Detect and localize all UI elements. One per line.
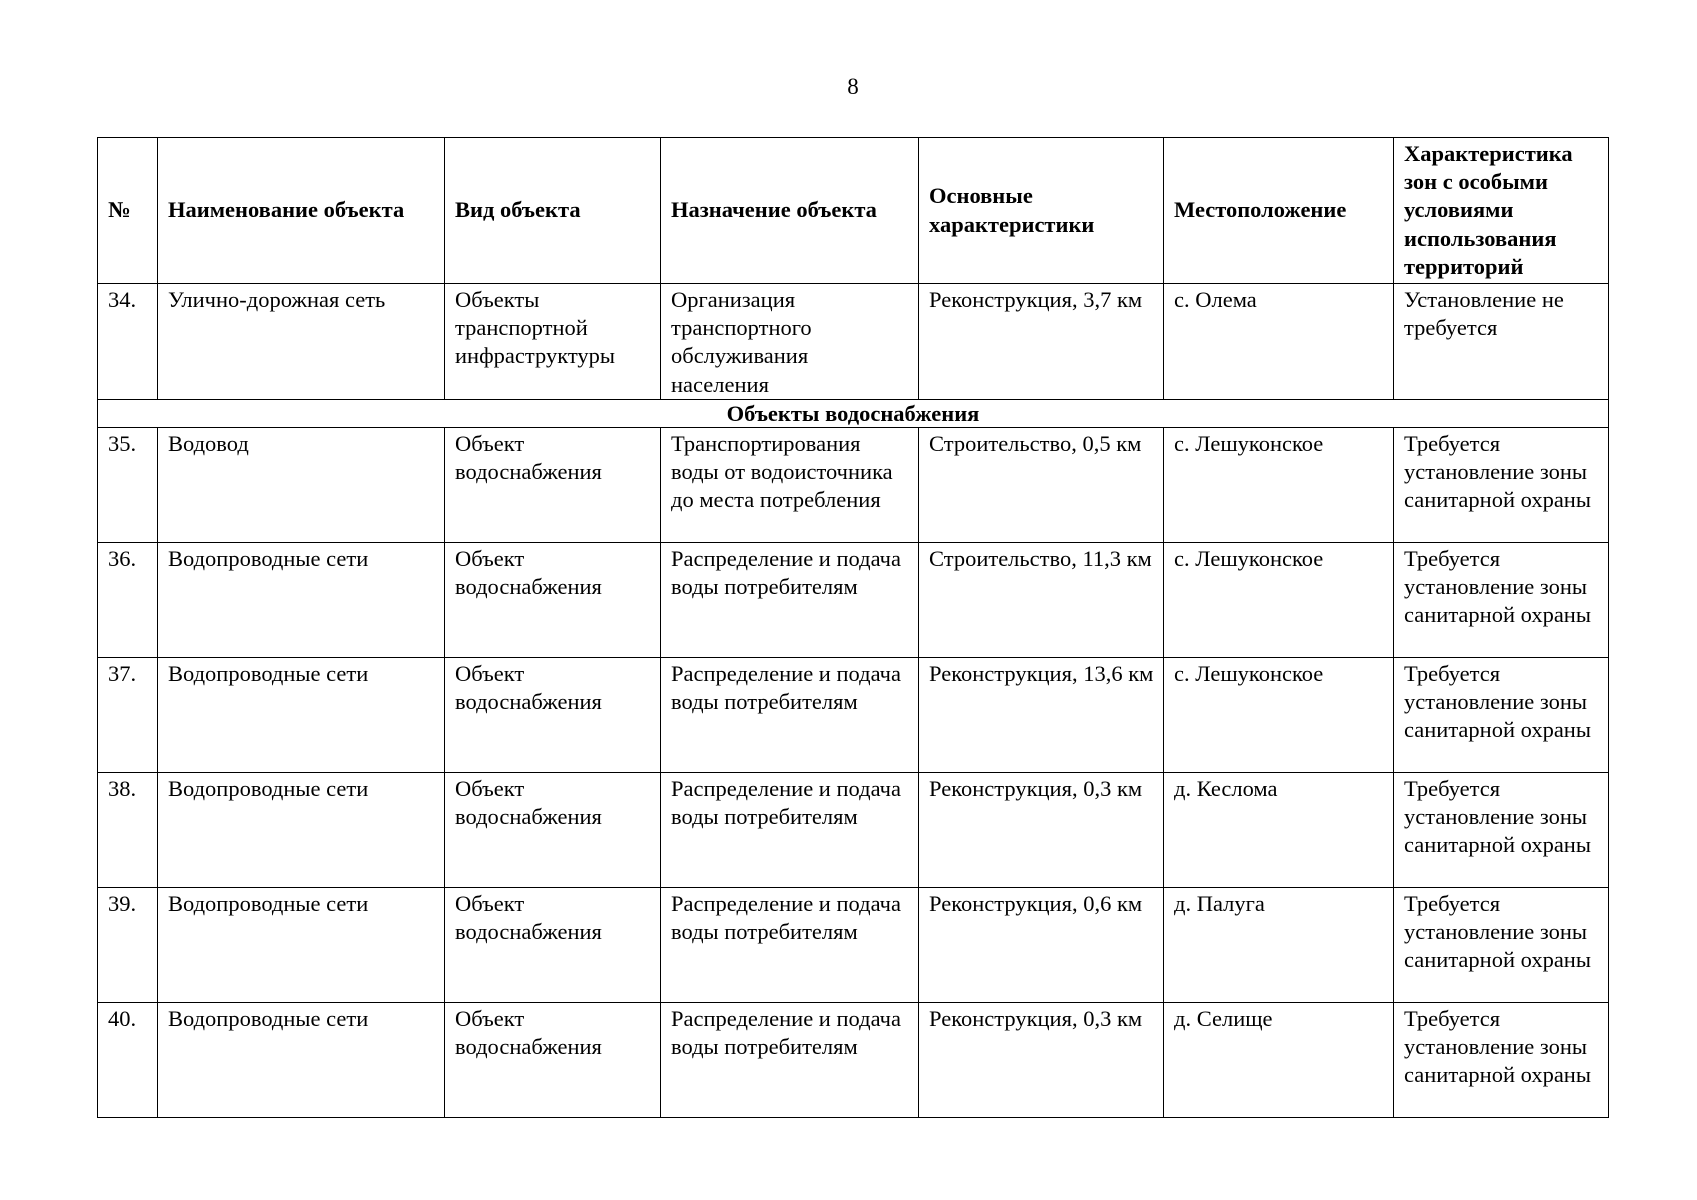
- cell-name: Водопроводные сети: [158, 542, 445, 657]
- cell-characteristics: Строительство, 11,3 км: [919, 542, 1164, 657]
- table-row: [98, 772, 1609, 887]
- cell-purpose: Распределение и подача воды потребителям: [661, 657, 919, 772]
- cell-type: Объект водоснабжения: [445, 427, 661, 542]
- cell-zones: Установление не требуется: [1394, 284, 1609, 400]
- cell-purpose: Распределение и подача воды потребителям: [661, 1002, 919, 1117]
- cell-purpose: Распределение и подача воды потребителям: [661, 772, 919, 887]
- cell-zones: Требуется установление зоны санитарной охраны: [1394, 657, 1609, 772]
- header-no: №: [98, 138, 158, 284]
- cell-no: 40.: [98, 1002, 158, 1117]
- cell-name: Водопроводные сети: [158, 1002, 445, 1117]
- cell-name: Улично-дорожная сеть: [158, 284, 445, 400]
- cell-type: Объекты транспортной инфраструктуры: [445, 284, 661, 400]
- cell-purpose: Распределение и подача воды потребителям: [661, 887, 919, 1002]
- cell-purpose: Организация транспортного обслуживания населения: [661, 284, 919, 400]
- section-title: Объекты водоснабжения: [98, 399, 1609, 427]
- header-characteristics: Основные характеристики: [919, 138, 1164, 284]
- cell-zones: Требуется установление зоны санитарной охраны: [1394, 1002, 1609, 1117]
- table-row: [98, 542, 1609, 657]
- cell-type: Объект водоснабжения: [445, 1002, 661, 1117]
- cell-characteristics: Реконструкция, 13,6 км: [919, 657, 1164, 772]
- cell-location: с. Лешуконское: [1164, 657, 1394, 772]
- table-row: [98, 427, 1609, 542]
- section-header-row: [98, 399, 1609, 427]
- cell-characteristics: Реконструкция, 0,3 км: [919, 772, 1164, 887]
- header-type: Вид объекта: [445, 138, 661, 284]
- cell-no: 38.: [98, 772, 158, 887]
- header-purpose: Назначение объекта: [661, 138, 919, 284]
- cell-location: д. Селище: [1164, 1002, 1394, 1117]
- cell-no: 39.: [98, 887, 158, 1002]
- cell-location: с. Лешуконское: [1164, 542, 1394, 657]
- cell-name: Водовод: [158, 427, 445, 542]
- cell-purpose: Транспортирования воды от водоисточника до места потребления: [661, 427, 919, 542]
- cell-location: д. Палуга: [1164, 887, 1394, 1002]
- cell-characteristics: Реконструкция, 3,7 км: [919, 284, 1164, 400]
- page-number: 8: [847, 74, 859, 99]
- cell-zones: Требуется установление зоны санитарной охраны: [1394, 772, 1609, 887]
- cell-purpose: Распределение и подача воды потребителям: [661, 542, 919, 657]
- cell-characteristics: Строительство, 0,5 км: [919, 427, 1164, 542]
- cell-location: с. Олема: [1164, 284, 1394, 400]
- cell-zones: Требуется установление зоны санитарной охраны: [1394, 542, 1609, 657]
- table-row: [98, 284, 1609, 400]
- table-row: [98, 1002, 1609, 1117]
- cell-name: Водопроводные сети: [158, 772, 445, 887]
- cell-zones: Требуется установление зоны санитарной охраны: [1394, 427, 1609, 542]
- table-header-row: [98, 138, 1609, 284]
- objects-table: [97, 137, 1609, 1118]
- header-name: Наименование объекта: [158, 138, 445, 284]
- cell-characteristics: Реконструкция, 0,3 км: [919, 1002, 1164, 1117]
- cell-name: Водопроводные сети: [158, 887, 445, 1002]
- cell-type: Объект водоснабжения: [445, 542, 661, 657]
- table-row: [98, 887, 1609, 1002]
- header-zones: Характеристика зон с особыми условиями использования территорий: [1394, 138, 1609, 284]
- cell-name: Водопроводные сети: [158, 657, 445, 772]
- cell-location: с. Лешуконское: [1164, 427, 1394, 542]
- cell-type: Объект водоснабжения: [445, 887, 661, 1002]
- cell-no: 35.: [98, 427, 158, 542]
- cell-no: 36.: [98, 542, 158, 657]
- cell-type: Объект водоснабжения: [445, 772, 661, 887]
- cell-characteristics: Реконструкция, 0,6 км: [919, 887, 1164, 1002]
- cell-zones: Требуется установление зоны санитарной охраны: [1394, 887, 1609, 1002]
- header-location: Местоположение: [1164, 138, 1394, 284]
- cell-no: 34.: [98, 284, 158, 400]
- cell-type: Объект водоснабжения: [445, 657, 661, 772]
- table-row: [98, 657, 1609, 772]
- cell-location: д. Кеслома: [1164, 772, 1394, 887]
- cell-no: 37.: [98, 657, 158, 772]
